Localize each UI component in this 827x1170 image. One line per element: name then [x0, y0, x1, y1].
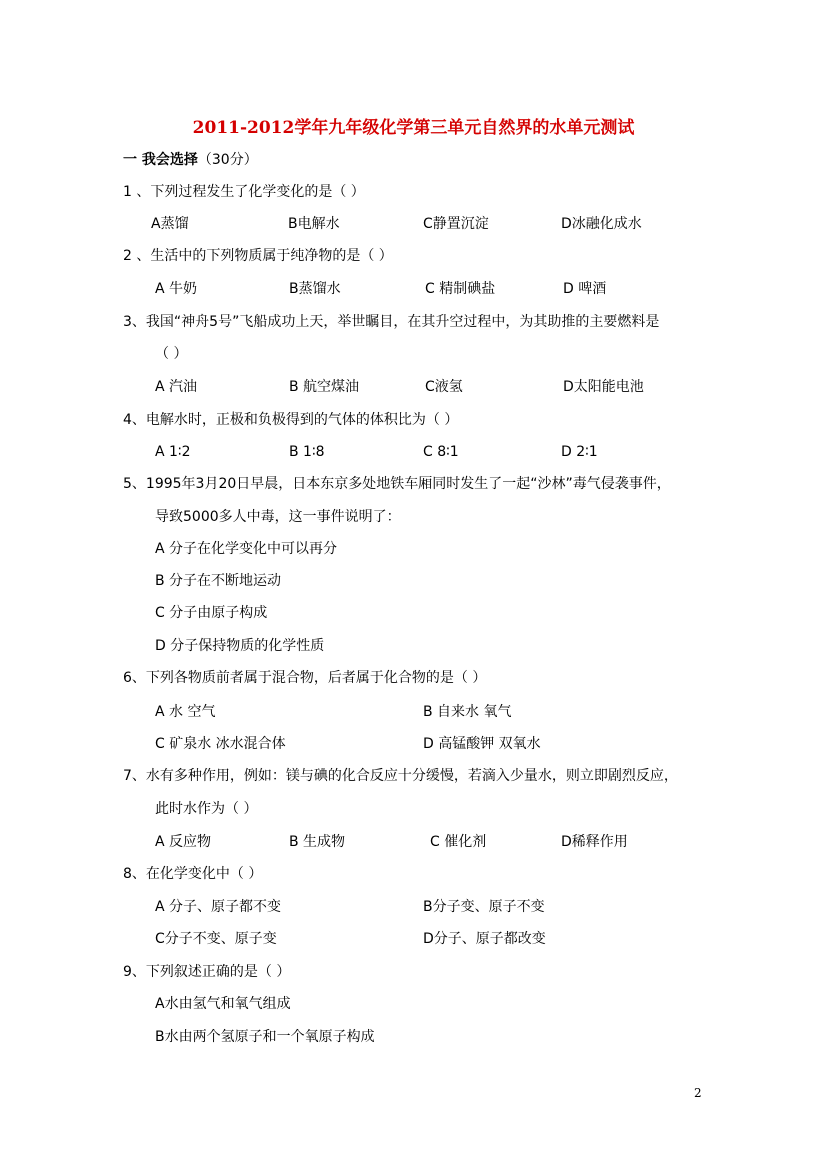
question-1-option-d: D冰融化成水 — [561, 216, 642, 232]
question-1-option-a: A蒸馏 — [151, 216, 189, 232]
question-8-option-c: C分子不变、原子变 — [155, 931, 277, 947]
question-6-option-b: B 自来水 氧气 — [423, 704, 512, 720]
document-title: 2011-2012学年九年级化学第三单元自然界的水单元测试 — [192, 118, 635, 138]
question-5-option-a: A 分子在化学变化中可以再分 — [155, 541, 338, 557]
question-5-option-c: C 分子由原子构成 — [155, 605, 268, 621]
question-3-stem: 3、我国“神舟5号”飞船成功上天，举世瞩目，在其升空过程中，为其助推的主要燃料是 — [123, 314, 660, 330]
question-3-option-c: C液氢 — [425, 379, 463, 395]
section-label: 一 我会选择 — [123, 152, 198, 168]
question-6-stem: 6、下列各物质前者属于混合物，后者属于化合物的是（ ） — [123, 670, 487, 686]
question-7-option-b: B 生成物 — [289, 834, 346, 850]
question-8-option-d: D分子、原子都改变 — [423, 931, 546, 947]
section-points: （30分） — [197, 152, 258, 168]
question-3-option-a: A 汽油 — [155, 379, 198, 395]
question-4-option-c: C 8∶1 — [423, 444, 459, 460]
question-6-option-a: A 水 空气 — [155, 704, 216, 720]
question-4-option-b: B 1∶8 — [289, 444, 325, 460]
question-2-option-a: A 牛奶 — [155, 281, 198, 297]
section-heading — [123, 150, 258, 170]
question-3-option-b: B 航空煤油 — [289, 379, 360, 395]
question-2-option-b: B蒸馏水 — [289, 281, 341, 297]
question-1-option-b: B电解水 — [288, 216, 340, 232]
question-7-option-c: C 催化剂 — [430, 834, 487, 850]
question-3-option-d: D太阳能电池 — [563, 379, 644, 395]
question-9-option-a: A水由氢气和氧气组成 — [155, 996, 291, 1012]
question-5-option-d: D 分子保持物质的化学性质 — [155, 638, 325, 654]
question-7-stem: 7、水有多种作用，例如：镁与碘的化合反应十分缓慢，若滴入少量水，则立即剧烈反应， — [123, 768, 678, 784]
question-8-option-a: A 分子、原子都不变 — [155, 899, 282, 915]
question-7-stem-continued: 此时水作为（ ） — [155, 801, 258, 817]
question-5-stem: 5、1995年3月20日早晨，日本东京多处地铁车厢同时发生了一起“沙林”毒气侵袭事件， — [123, 476, 671, 492]
question-2-stem: 2 、生活中的下列物质属于纯净物的是（ ） — [123, 248, 393, 264]
question-8-option-b: B分子变、原子不变 — [423, 899, 545, 915]
question-1-stem: 1 、下列过程发生了化学变化的是（ ） — [123, 184, 365, 200]
question-4-option-d: D 2∶1 — [561, 444, 598, 460]
question-6-option-d: D 高锰酸钾 双氧水 — [423, 736, 541, 752]
question-4-option-a: A 1∶2 — [155, 444, 191, 460]
question-9-option-b: B水由两个氢原子和一个氧原子构成 — [155, 1029, 375, 1045]
question-3-stem-continued: （ ） — [155, 346, 188, 362]
question-6-option-c: C 矿泉水 冰水混合体 — [155, 736, 286, 752]
page-number: 2 — [694, 1086, 702, 1100]
question-7-option-d: D稀释作用 — [561, 834, 628, 850]
question-7-option-a: A 反应物 — [155, 834, 212, 850]
question-1-option-c: C静置沉淀 — [423, 216, 489, 232]
question-9-stem: 9、下列叙述正确的是（ ） — [123, 964, 291, 980]
question-5-option-b: B 分子在不断地运动 — [155, 573, 282, 589]
question-5-stem-continued: 导致5000多人中毒，这一事件说明了： — [155, 509, 401, 525]
question-2-option-d: D 啤酒 — [563, 281, 607, 297]
question-8-stem: 8、在化学变化中（ ） — [123, 866, 263, 882]
question-4-stem: 4、电解水时，正极和负极得到的气体的体积比为（ ） — [123, 412, 459, 428]
question-2-option-c: C 精制碘盐 — [425, 281, 496, 297]
